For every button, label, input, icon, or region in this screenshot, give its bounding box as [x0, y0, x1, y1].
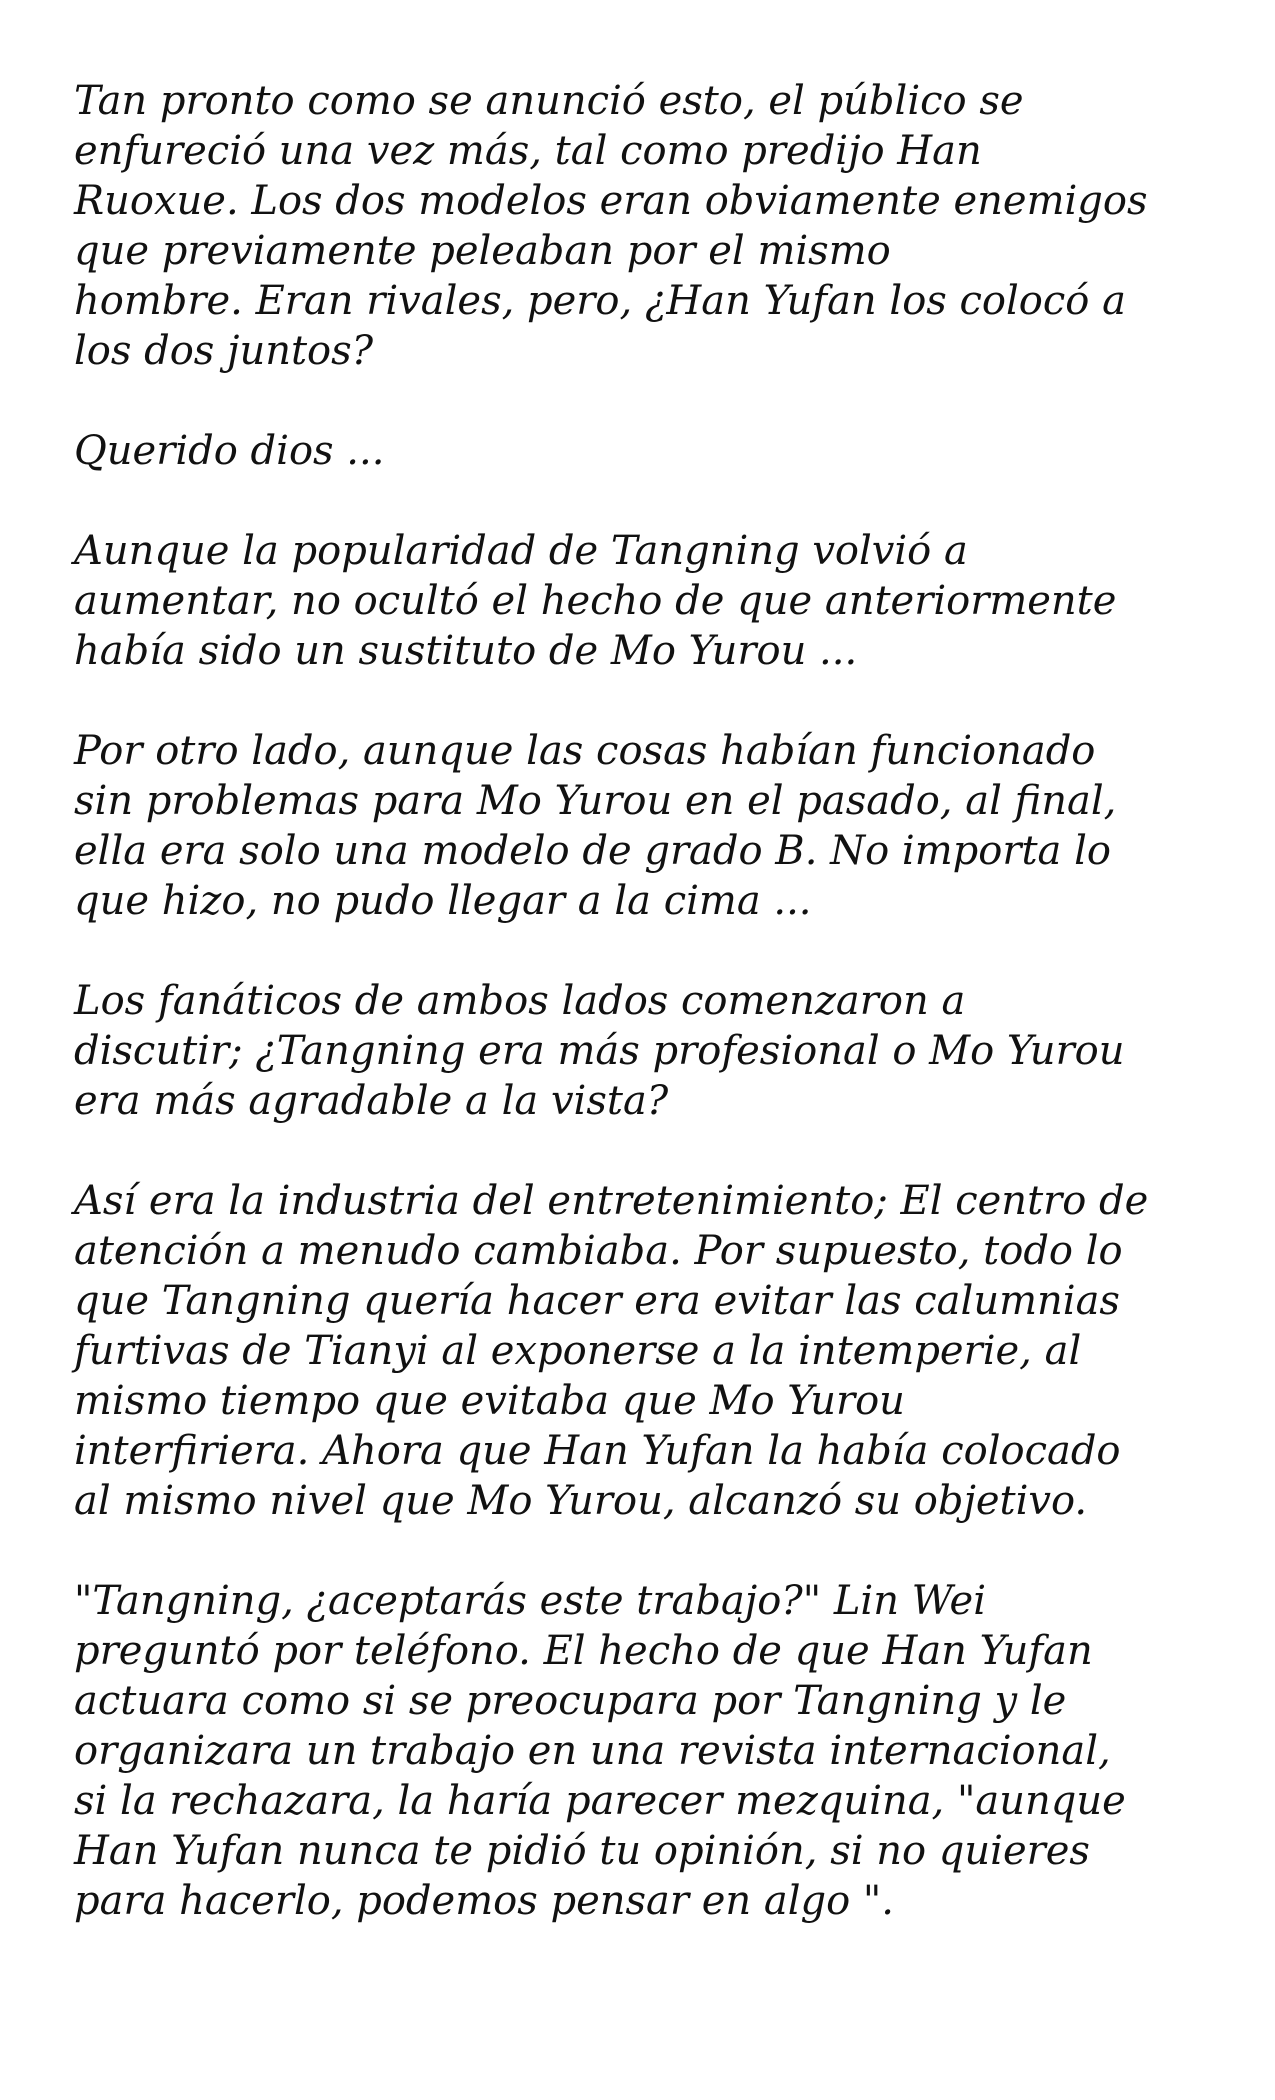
text-line: ella era solo una modelo de grado B. No importa lo — [74, 828, 1111, 874]
paragraph-5 — [74, 976, 1214, 1126]
text-line: si la rechazara, la haría parecer mezquina, "aunque — [74, 1778, 1126, 1824]
text-line: que hizo, no pudo llegar a la cima ... — [74, 878, 812, 924]
text-line: los dos juntos? — [74, 328, 374, 374]
text-line: discutir; ¿Tangning era más profesional o Mo Yurou — [74, 1028, 1125, 1074]
text-line: Han Yufan nunca te pidió tu opinión, si no quieres — [74, 1828, 1090, 1874]
text-line: Los fanáticos de ambos lados comenzaron a — [74, 978, 966, 1024]
text-line: había sido un sustituto de Mo Yurou ... — [74, 628, 858, 674]
text-line: Ruoxue. Los dos modelos eran obviamente enemigos — [74, 178, 1148, 224]
text-line: Por otro lado, aunque las cosas habían funcionado — [74, 728, 1096, 774]
text-line: para hacerlo, podemos pensar en algo ". — [74, 1878, 895, 1924]
text-line: organizara un trabajo en una revista internacional, — [74, 1728, 1111, 1774]
text-line: Querido dios ... — [74, 428, 385, 474]
text-line: era más agradable a la vista? — [74, 1078, 669, 1124]
text-line: que previamente peleaban por el mismo — [74, 228, 891, 274]
paragraph-3 — [74, 526, 1214, 676]
paragraph-1 — [74, 76, 1214, 376]
text-line: Así era la industria del entretenimiento; El centro de — [74, 1178, 1149, 1224]
text-line: preguntó por teléfono. El hecho de que Han Yufan — [74, 1628, 1093, 1674]
text-line: interfiriera. Ahora que Han Yufan la había colocado — [74, 1428, 1121, 1474]
text-line: al mismo nivel que Mo Yurou, alcanzó su objetivo. — [74, 1478, 1088, 1524]
text-line: Aunque la popularidad de Tangning volvió a — [74, 528, 968, 574]
paragraph-4 — [74, 726, 1214, 926]
text-line: actuara como si se preocupara por Tangning y le — [74, 1678, 1067, 1724]
text-line: sin problemas para Mo Yurou en el pasado, al final, — [74, 778, 1117, 824]
text-line: hombre. Eran rivales, pero, ¿Han Yufan los colocó a — [74, 278, 1126, 324]
text-line: atención a menudo cambiaba. Por supuesto, todo lo — [74, 1228, 1123, 1274]
text-line: Tan pronto como se anunció esto, el público se — [74, 78, 1024, 124]
paragraph-7 — [74, 1576, 1214, 1926]
text-line: enfureció una vez más, tal como predijo Han — [74, 128, 982, 174]
text-line: "Tangning, ¿aceptarás este trabajo?" Lin Wei — [74, 1578, 986, 1624]
document-page — [74, 76, 1214, 1976]
paragraph-6 — [74, 1176, 1214, 1526]
text-line: mismo tiempo que evitaba que Mo Yurou — [74, 1378, 905, 1424]
text-line: furtivas de Tianyi al exponerse a la intemperie, al — [74, 1328, 1082, 1374]
text-line: aumentar, no ocultó el hecho de que anteriormente — [74, 578, 1117, 624]
paragraph-2 — [74, 426, 1214, 476]
text-line: que Tangning quería hacer era evitar las calumnias — [74, 1278, 1120, 1324]
